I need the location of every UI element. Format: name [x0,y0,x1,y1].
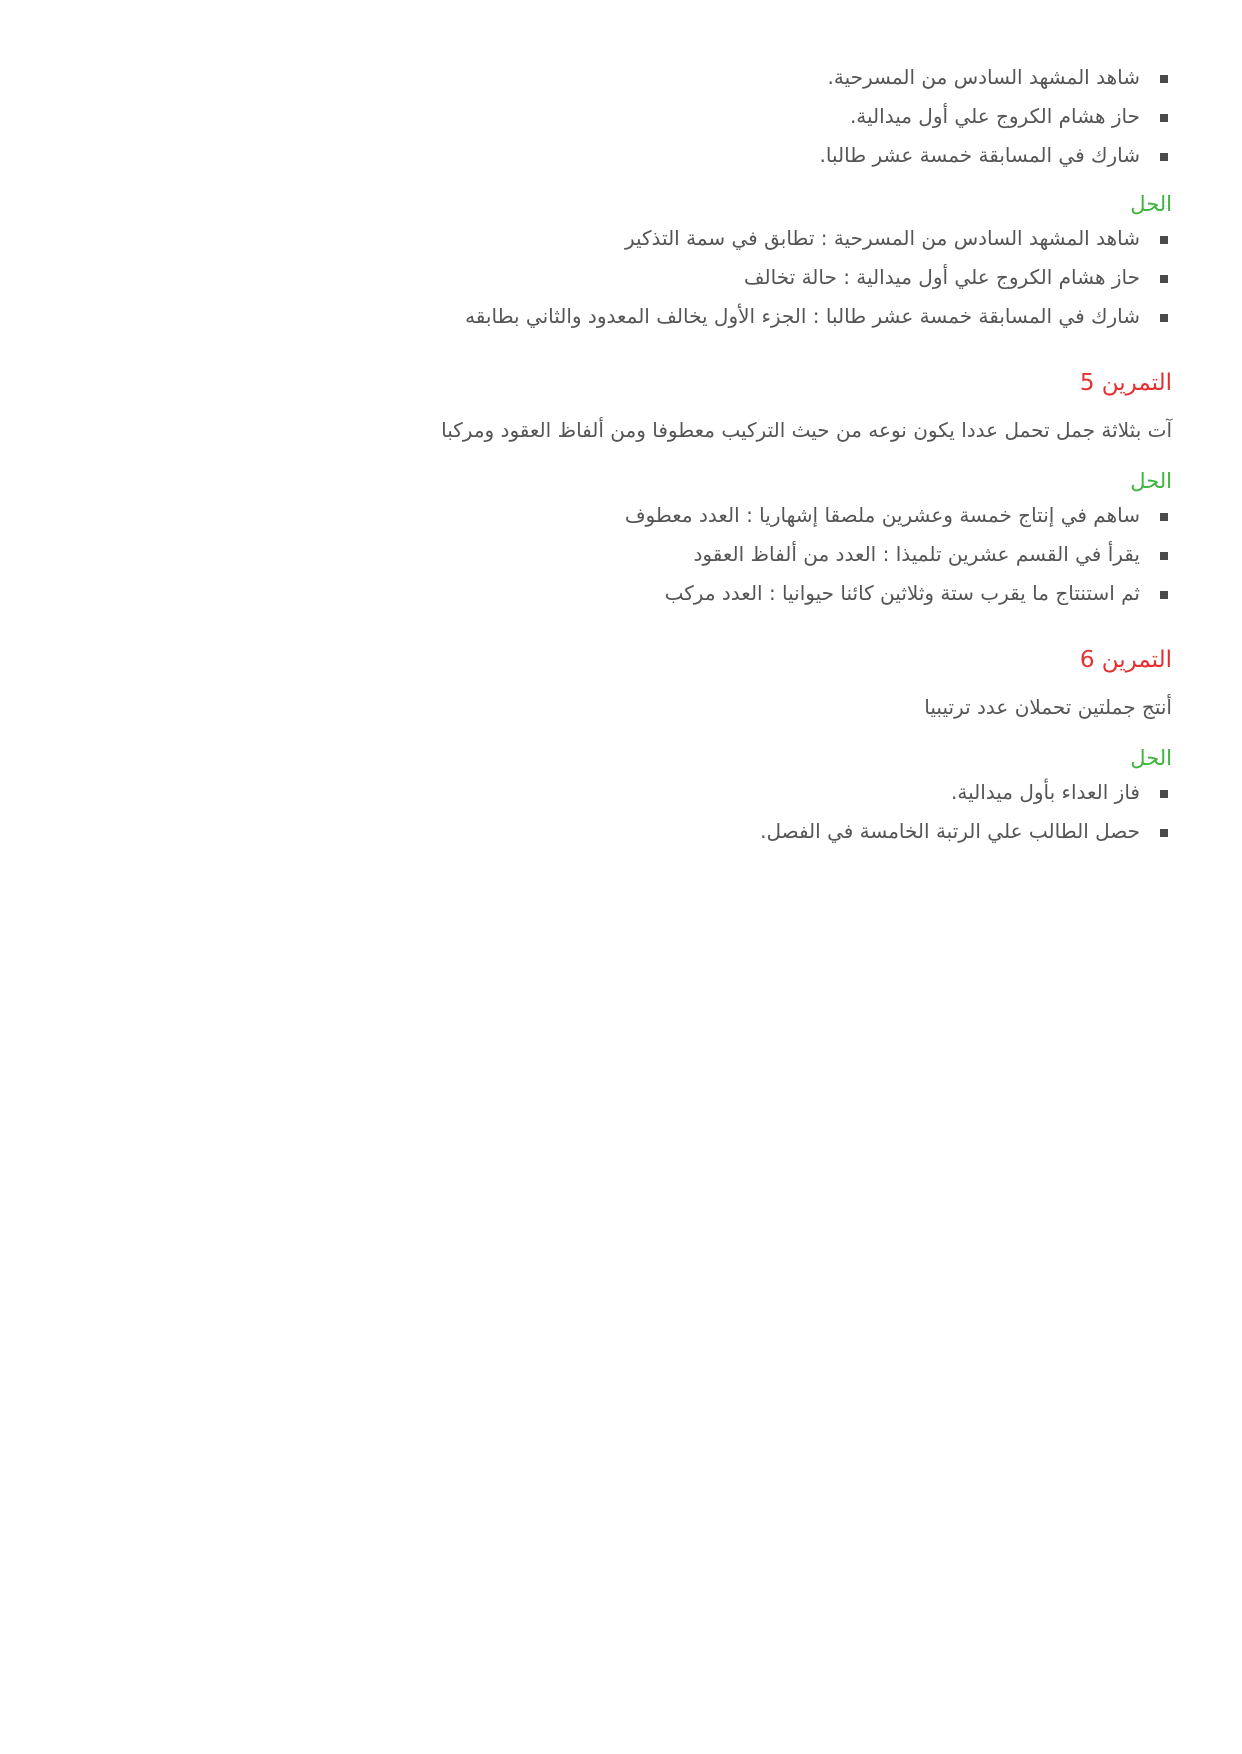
example-list [70,58,1172,175]
document-page [70,58,1172,851]
list-item-text: شارك في المسابقة خمسة عشر طالبا. [819,143,1140,167]
solution-list [70,496,1172,613]
list-item [70,535,1140,574]
list-item [70,136,1140,175]
list-item-text: شارك في المسابقة خمسة عشر طالبا : الجزء الأول يخالف المعدود والثاني بطابقه [465,304,1140,328]
exercise-5-prompt: آت بثلاثة جمل تحمل عددا يكون نوعه من حيث التركيب معطوفا ومن ألفاظ العقود ومركبا [441,418,1172,442]
list-item-text: يقرأ في القسم عشرين تلميذا : العدد من ألفاظ العقود [693,542,1140,566]
square-bullet-icon [1160,314,1168,322]
list-item-text: شاهد المشهد السادس من المسرحية. [827,65,1140,89]
list-item-text: ساهم في إنتاج خمسة وعشرين ملصقا إشهاريا : العدد معطوف [624,503,1140,527]
list-item [70,496,1140,535]
square-bullet-icon [1160,591,1168,599]
square-bullet-icon [1160,513,1168,521]
list-item-text: شاهد المشهد السادس من المسرحية : تطابق في سمة التذكير [624,226,1140,250]
square-bullet-icon [1160,790,1168,798]
square-bullet-icon [1160,114,1168,122]
list-item [70,219,1140,258]
square-bullet-icon [1160,275,1168,283]
square-bullet-icon [1160,552,1168,560]
list-item [70,97,1140,136]
exercise-5-heading: التمرين 5 [1079,370,1172,396]
list-item-text: ثم استنتاج ما يقرب ستة وثلاثين كائنا حيوانيا : العدد مركب [664,581,1140,605]
solution-list [70,219,1172,336]
exercise-6-prompt: أنتج جملتين تحملان عدد ترتيبيا [924,695,1172,719]
list-item [70,297,1140,336]
list-item-text: حصل الطالب علي الرتبة الخامسة في الفصل. [760,819,1140,843]
square-bullet-icon [1160,829,1168,837]
list-item [70,574,1140,613]
solution-heading: الحل [1130,192,1172,216]
list-item [70,258,1140,297]
solution-heading: الحل [1130,469,1172,493]
solution-list [70,773,1172,851]
list-item [70,58,1140,97]
square-bullet-icon [1160,153,1168,161]
list-item-text: فاز العداء بأول ميدالية. [950,780,1140,804]
exercise-6-heading: التمرين 6 [1079,647,1172,673]
list-item-text: حاز هشام الكروج علي أول ميدالية : حالة تخالف [743,265,1140,289]
list-item [70,773,1140,812]
square-bullet-icon [1160,236,1168,244]
solution-heading: الحل [1130,746,1172,770]
list-item-text: حاز هشام الكروج علي أول ميدالية. [849,104,1140,128]
list-item [70,812,1140,851]
square-bullet-icon [1160,75,1168,83]
